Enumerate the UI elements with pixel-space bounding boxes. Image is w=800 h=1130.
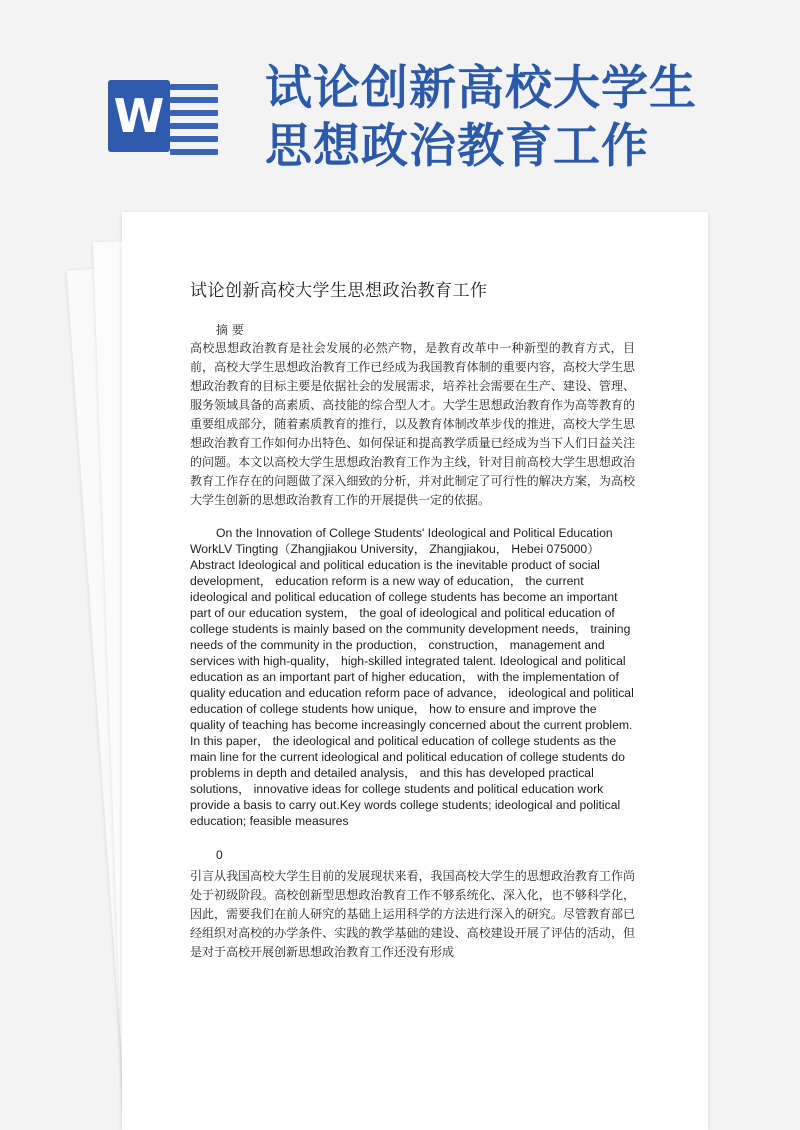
section-number: 0 (216, 848, 223, 862)
abstract-heading: 摘 要 (216, 323, 244, 337)
document-title: 试论创新高校大学生思想政治教育工作 (190, 281, 488, 301)
document-body (190, 276, 635, 962)
banner-headline: 试论创新高校大学生思想政治教育工作 (265, 61, 697, 174)
abstract-chinese: 高校思想政治教育是社会发展的必然产物，是教育改革中一种新型的教育方式，目前，高校大学生思想政治教育工作已经成为我国教育体制的重要内容，高校大学生思想政治教育的目标主要是依据社会的发展需求，培养社会需要在生产、建设、管理、服务领域具备的高素质、高技能的综合型人才。大学生思想政治教育作为高等教育的重要组成部分，随着素质教育的推行，以及教育体制改革步伐的推进，高校大学生思想政治教育工作如何办出特色、如何保证和提高教学质量已经成为当下人们日益关注的问题。本文以高校大学生思想政治教育工作为主线，针对目前高校大学生思想政治教育工作存在的问题做了深入细致的分析，并对此制定了可行性的解决方案，为高校大学生创新的思想政治教育工作的开展提供一定的依据。 (190, 341, 635, 507)
word-document-icon (108, 70, 218, 170)
abstract-english: On the Innovation of College Students' Ideological and Political Education WorkLV Tingting（Zhangjiakou University， Zhangjiakou， Hebei 075000）Abstract Ideological and political education is the inevitable product of social development， education reform is a new way of education， the current ideological and political education of college students has become an important part of our education system， the goal of ideological and political education of college students is mainly based on the community development needs， training needs of the community in the production， construction， management and services with high-quality， high-skilled integrated talent. Ideological and political education as an important part of higher education， with the implementation of quality education and education reform pace of advance， ideological and political education of college students how unique， how to ensure and improve the quality of teaching has become increasingly concerned about the current problem. In this paper， the ideological and political education of college students as the main line for the current ideological and political education of college students do problems in depth and detailed analysis， and this has developed practical solutions， innovative ideas for college students and political education work provide a basis to carry out.Key words college students; ideological and political education; feasible measures (190, 526, 634, 828)
introduction-paragraph: 引言从我国高校大学生目前的发展现状来看，我国高校大学生的思想政治教育工作尚处于初级阶段。高校创新型思想政治教育工作不够系统化、深入化，也不够科学化，因此，需要我们在前人研究的基础上运用科学的方法进行深入的研究。尽管教育部已经组织对高校的办学条件、实践的教学基础的建设、高校建设开展了评估的活动，但是对于高校开展创新思想政治教育工作还没有形成 (190, 869, 635, 959)
word-logo-letter: W (108, 80, 170, 152)
